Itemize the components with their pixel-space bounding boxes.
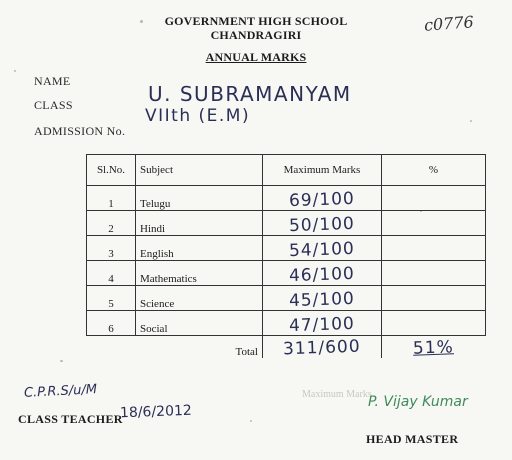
row-subject: Mathematics xyxy=(136,261,263,286)
school-name: GOVERNMENT HIGH SCHOOL xyxy=(164,14,348,28)
row-marks xyxy=(263,311,382,336)
row-subject: Hindi xyxy=(136,211,263,236)
row-sl: 4 xyxy=(87,261,136,286)
serial-number: c0776 xyxy=(423,12,475,35)
handwritten-marks: 45/100 xyxy=(288,288,356,312)
marks-table xyxy=(86,154,486,358)
row-percent xyxy=(382,236,486,261)
document-title: ANNUAL MARKS xyxy=(205,50,307,64)
class-teacher-signature: C.P.R.S/u/M xyxy=(23,382,98,401)
student-name-handwritten: U. SUBRAMANYAM xyxy=(148,82,352,106)
row-sl: 1 xyxy=(87,186,136,211)
row-sl: 2 xyxy=(87,211,136,236)
row-percent xyxy=(382,286,486,311)
total-label: Total xyxy=(235,346,258,358)
handwritten-marks: 50/100 xyxy=(288,213,356,237)
handwritten-marks: 46/100 xyxy=(288,263,356,287)
name-label: NAME xyxy=(34,74,71,88)
table-row xyxy=(87,286,486,311)
table-header-row xyxy=(87,155,486,186)
handwritten-total: 311/600 xyxy=(282,336,362,360)
head-master-label: HEAD MASTER xyxy=(366,432,459,446)
total-percent-cell xyxy=(382,336,486,359)
table-row xyxy=(87,261,486,286)
student-class-handwritten: VIIth (E.M) xyxy=(145,106,251,126)
scan-speck xyxy=(250,420,252,422)
scan-speck xyxy=(60,360,63,362)
row-percent xyxy=(382,261,486,286)
table-row xyxy=(87,236,486,261)
total-row xyxy=(87,336,486,359)
row-marks xyxy=(263,236,382,261)
scan-speck xyxy=(470,120,472,122)
row-percent xyxy=(382,186,486,211)
header-slno: Sl.No. xyxy=(87,155,136,186)
row-subject: English xyxy=(136,236,263,261)
header-percent: % xyxy=(382,155,486,186)
row-subject: Social xyxy=(136,311,263,336)
handwritten-marks: 69/100 xyxy=(288,188,356,212)
school-place: CHANDRAGIRI xyxy=(210,28,302,42)
signature-date: 18/6/2012 xyxy=(119,402,193,422)
admission-label: ADMISSION No. xyxy=(34,124,126,138)
faint-bleed-text: Maximum Marks xyxy=(302,389,372,400)
table-row xyxy=(87,311,486,336)
handwritten-marks: 54/100 xyxy=(288,238,356,262)
row-percent xyxy=(382,311,486,336)
row-subject: Science xyxy=(136,286,263,311)
table-row xyxy=(87,211,486,236)
row-sl: 6 xyxy=(87,311,136,336)
total-marks-cell xyxy=(263,336,382,359)
handwritten-marks: 47/100 xyxy=(288,313,356,337)
row-marks xyxy=(263,211,382,236)
row-subject: Telugu xyxy=(136,186,263,211)
handwritten-percentage: 51% xyxy=(413,337,455,359)
row-sl: 5 xyxy=(87,286,136,311)
header-max-marks: Maximum Marks xyxy=(263,155,382,186)
row-percent xyxy=(382,211,486,236)
row-marks xyxy=(263,261,382,286)
class-label: CLASS xyxy=(34,98,73,112)
scan-speck xyxy=(14,70,16,72)
row-marks xyxy=(263,286,382,311)
header-subject: Subject xyxy=(136,155,263,186)
row-marks xyxy=(263,186,382,211)
row-sl: 3 xyxy=(87,236,136,261)
table-row xyxy=(87,186,486,211)
head-master-signature: P. Vijay Kumar xyxy=(368,394,468,410)
class-teacher-label: CLASS TEACHER xyxy=(18,412,123,426)
